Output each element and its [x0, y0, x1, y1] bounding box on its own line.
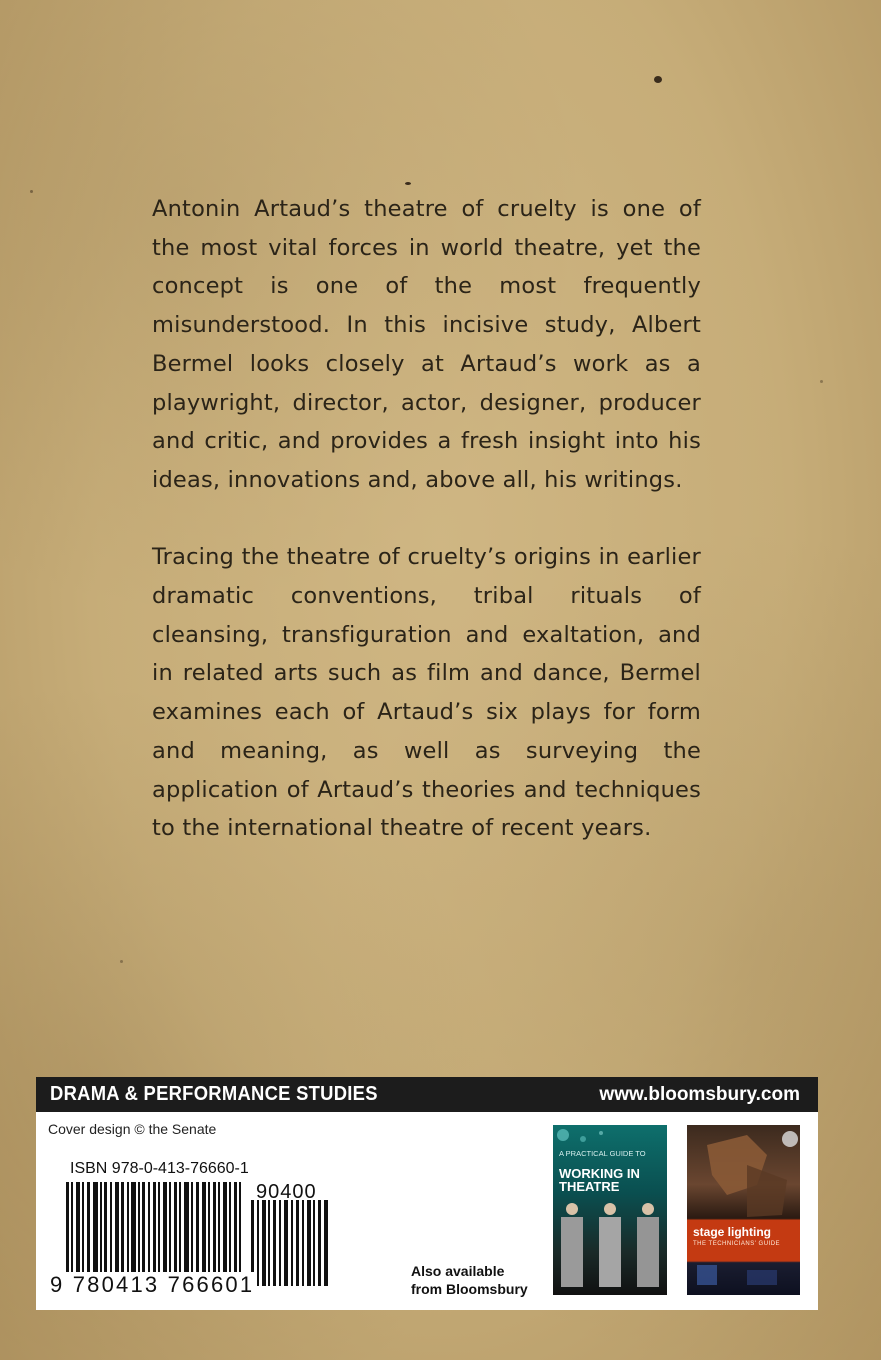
- also-available-line-1: Also available: [411, 1263, 505, 1279]
- paper-speck: [30, 190, 33, 193]
- paper-speck: [405, 182, 411, 185]
- publisher-website: www.bloomsbury.com: [599, 1084, 800, 1105]
- book2-title: stage lighting: [693, 1225, 771, 1239]
- related-book-cover-stage-lighting[interactable]: [687, 1125, 800, 1295]
- category-label: DRAMA & PERFORMANCE STUDIES: [50, 1083, 378, 1105]
- footer-panel: [36, 1112, 818, 1310]
- ean-digits: 9 780413 766601: [50, 1272, 255, 1297]
- book2-subtitle: THE TECHNICIANS' GUIDE: [693, 1241, 781, 1247]
- blurb-paragraph-1: Antonin Artaud’s theatre of cruelty is one of the most vital forces in world theatre, yet the concept is one of the most frequently misunderstood. In this incisive study, Albert Bermel looks closely at Artaud’s work as a playwright, director, actor, designer, producer and critic, and provides a fresh insight into his ideas, innovations and, above all, his writings.: [152, 196, 701, 493]
- blurb-paragraph-2: Tracing the theatre of cruelty’s origins in earlier dramatic conventions, tribal rituals of cleansing, transfiguration and exaltation, and in related arts such as film and dance, Bermel examines each of Artaud’s six plays for form and meaning, as well as surveying the application of Artaud’s theories and techniques to the international theatre of recent years.: [152, 544, 701, 842]
- paper-speck: [120, 960, 123, 963]
- book1-subtitle: A PRACTICAL GUIDE TO: [559, 1149, 646, 1158]
- book1-title: WORKING IN THEATRE: [559, 1166, 640, 1194]
- category-band: [36, 1077, 818, 1112]
- cover-credit: Cover design © the Senate: [48, 1121, 217, 1137]
- also-available-text: [411, 1262, 528, 1298]
- also-available-line-2: from Bloomsbury: [411, 1281, 528, 1297]
- price-code: 90400: [256, 1181, 317, 1203]
- related-book-cover-working-in-theatre[interactable]: [553, 1125, 667, 1295]
- back-cover-blurb: [152, 190, 701, 887]
- book-cover-horse-puppet-illustration: [687, 1125, 800, 1295]
- paper-speck: [820, 380, 823, 383]
- paper-speck: [654, 76, 662, 83]
- isbn-text: ISBN 978-0-413-76660-1: [70, 1160, 249, 1177]
